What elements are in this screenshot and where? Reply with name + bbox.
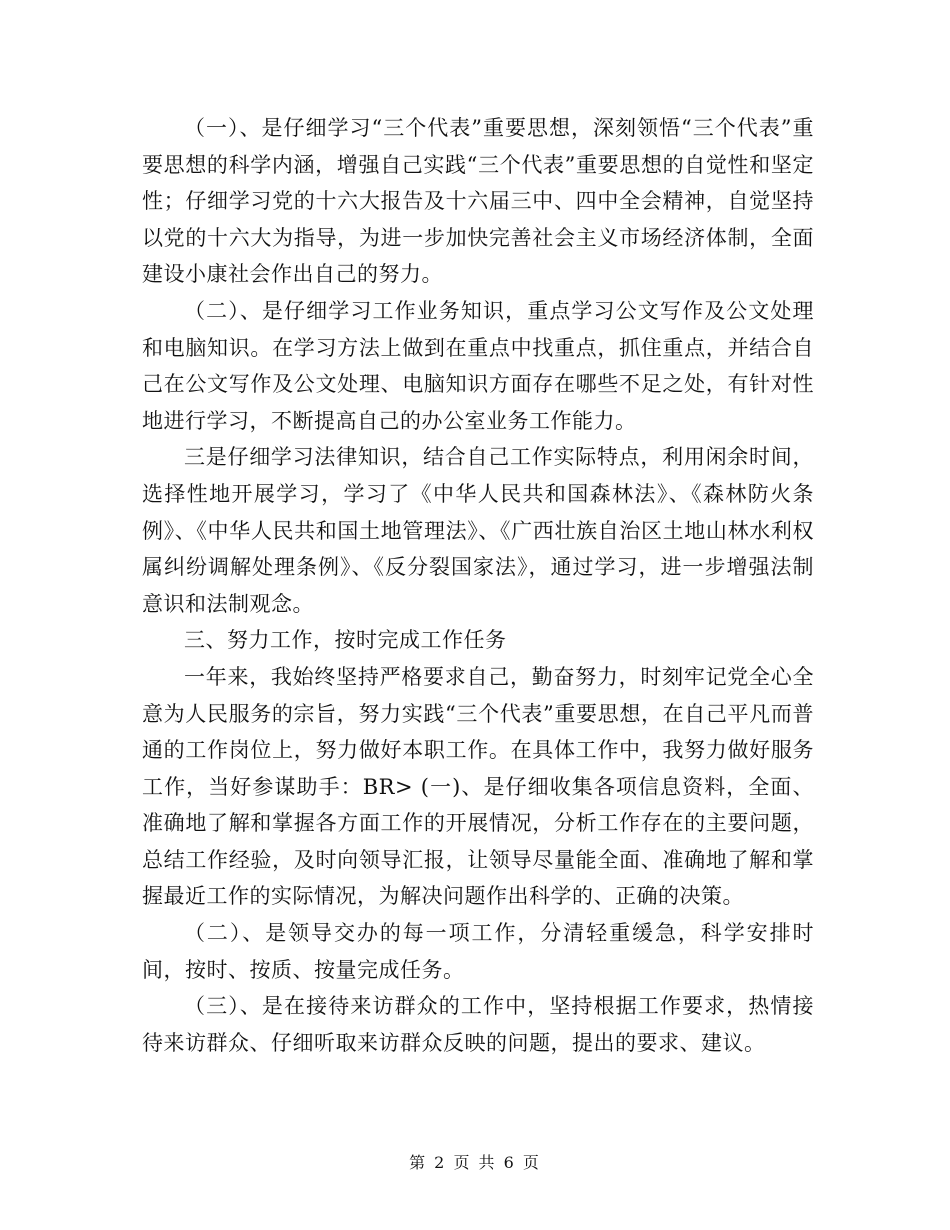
paragraph-study-law: 三是仔细学习法律知识，结合自己工作实际特点，利用闲余时间，选择性地开展学习，学习了《中华人民共和国森林法》、《森林防火条例》、《中华人民共和国土地管理法》、《广西壮族自治区土地山林水利权属纠纷调解处理条例》、《反分裂国家法》，通过学习，进一步增强法制意识和法制观念。 (142, 445, 814, 616)
section-heading-work-hard: 三、努力工作，按时完成工作任务 (184, 628, 507, 653)
paragraph-leader-assignments: （二）、是领导交办的每一项工作，分清轻重缓急，科学安排时间，按时、按质、按量完成任务。 (142, 921, 814, 982)
paragraph-study-business-knowledge: （二）、是仔细学习工作业务知识，重点学习公文写作及公文处理和电脑知识。在学习方法上做到在重点中找重点，抓住重点，并结合自己在公文写作及公文处理、电脑知识方面存在哪些不足之处，有针对性地进行学习，不断提高自己的办公室业务工作能力。 (142, 298, 814, 433)
paragraph-study-three-represents: （一）、是仔细学习“三个代表”重要思想，深刻领悟“三个代表”重要思想的科学内涵，增强自己实践“三个代表”重要思想的自觉性和坚定性；仔细学习党的十六大报告及十六届三中、四中全会精神，自觉坚持以党的十六大为指导，为进一步加快完善社会主义市场经济体制，全面建设小康社会作出自己的努力。 (142, 116, 814, 287)
document-body (142, 110, 814, 1061)
page-number-footer: 第 2 页 共 6 页 (409, 1153, 541, 1172)
paragraph-receiving-visitors: （三）、是在接待来访群众的工作中，坚持根据工作要求，热情接待来访群众、仔细听取来访群众反映的问题，提出的要求、建议。 (142, 994, 814, 1055)
paragraph-year-summary: 一年来，我始终坚持严格要求自己，勤奋努力，时刻牢记党全心全意为人民服务的宗旨，努力实践“三个代表”重要思想，在自己平凡而普通的工作岗位上，努力做好本职工作。在具体工作中，我努力做好服务工作，当好参谋助手：BR> (一)、是仔细收集各项信息资料，全面、准确地了解和掌握各方面工作的开展情况，分析工作存在的主要问题，总结工作经验，及时向领导汇报，让领导尽量能全面、准确地了解和掌握最近工作的实际情况，为解决问题作出科学的、正确的决策。 (142, 664, 814, 909)
